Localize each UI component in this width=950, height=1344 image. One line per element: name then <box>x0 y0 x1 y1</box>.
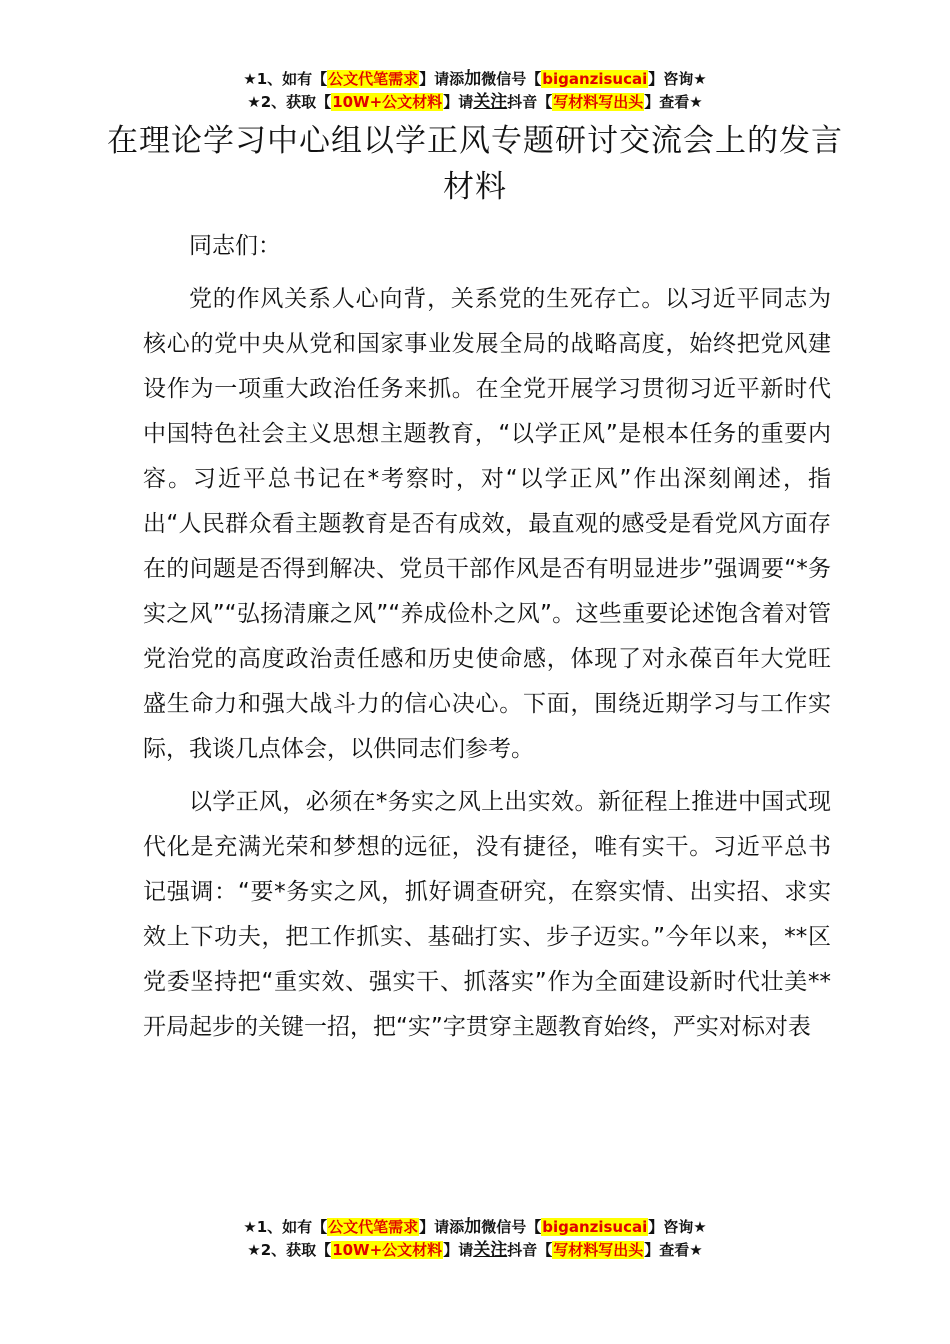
promo-highlight: 公文代笔需求 <box>328 1218 419 1236</box>
promo-text: 】请添 <box>419 70 465 88</box>
promo-wechat-id: biganzisucai <box>542 70 648 88</box>
promo-line-2 <box>0 91 950 114</box>
promo-highlight: 10W+公文材料 <box>332 1241 443 1259</box>
promo-line-1 <box>0 1216 950 1239</box>
promo-text: 加 <box>464 1217 482 1237</box>
promo-text: 】请 <box>443 93 474 111</box>
greeting: 同志们： <box>189 233 281 259</box>
promo-highlight: 公文代笔需求 <box>328 70 419 88</box>
promo-text: 抖音【 <box>507 93 553 111</box>
promo-douyin-id: 写材料写出头 <box>553 93 644 111</box>
promo-douyin-id: 写材料写出头 <box>553 1241 644 1259</box>
body-paragraph: 以学正风，必须在*务实之风上出实效。新征程上推进中国式现代化是充满光荣和梦想的远征，没有捷径，唯有实干。习近平总书记强调：“要*务实之风，抓好调查研究，在察实情、出实招、求实效上下功夫，把工作抓实、基础打实、步子迈实。”今年以来，**区党委坚持把“重实效、强实干、抓落实”作为全面建设新时代壮美**开局起步的关键一招，把“实”字贯穿主题教育始终，严实对标对表 <box>143 789 831 1040</box>
document-body <box>143 224 831 1050</box>
header-promo-banner <box>0 68 950 114</box>
promo-text: 】请添 <box>419 1218 465 1236</box>
promo-text: ★1、如有【 <box>243 70 328 88</box>
promo-text: 关注 <box>473 1240 508 1260</box>
promo-text: ★2、获取【 <box>247 1241 332 1259</box>
document-title: 在理论学习中心组以学正风专题研讨交流会上的发言材料 <box>107 123 843 205</box>
promo-text: ★1、如有【 <box>243 1218 328 1236</box>
promo-text: 抖音【 <box>507 1241 553 1259</box>
promo-wechat-id: biganzisucai <box>542 1218 648 1236</box>
promo-highlight: 10W+公文材料 <box>332 93 443 111</box>
promo-text: 】查看★ <box>644 1241 703 1259</box>
promo-text: 微信号【 <box>481 70 542 88</box>
promo-text: ★2、获取【 <box>247 93 332 111</box>
promo-line-1 <box>0 68 950 91</box>
promo-line-2 <box>0 1239 950 1262</box>
promo-text: 】请 <box>443 1241 474 1259</box>
promo-text: 】咨询★ <box>648 70 707 88</box>
promo-text: 】查看★ <box>644 93 703 111</box>
promo-text: 关注 <box>473 92 508 112</box>
promo-text: 加 <box>464 69 482 89</box>
promo-text: 微信号【 <box>481 1218 542 1236</box>
footer-promo-banner <box>0 1216 950 1262</box>
promo-text: 】咨询★ <box>648 1218 707 1236</box>
body-paragraph: 党的作风关系人心向背，关系党的生死存亡。以习近平同志为核心的党中央从党和国家事业发展全局的战略高度，始终把党风建设作为一项重大政治任务来抓。在全党开展学习贯彻习近平新时代中国特色社会主义思想主题教育，“以学正风”是根本任务的重要内容。习近平总书记在*考察时，对“以学正风”作出深刻阐述，指出“人民群众看主题教育是否有成效，最直观的感受是看党风方面存在的问题是否得到解决、党员干部作风是否有明显进步”强调要“*务实之风”“弘扬清廉之风”“养成俭朴之风”。这些重要论述饱含着对管党治党的高度政治责任感和历史使命感，体现了对永葆百年大党旺盛生命力和强大战斗力的信心决心。下面，围绕近期学习与工作实际，我谈几点体会，以供同志们参考。 <box>143 286 831 762</box>
